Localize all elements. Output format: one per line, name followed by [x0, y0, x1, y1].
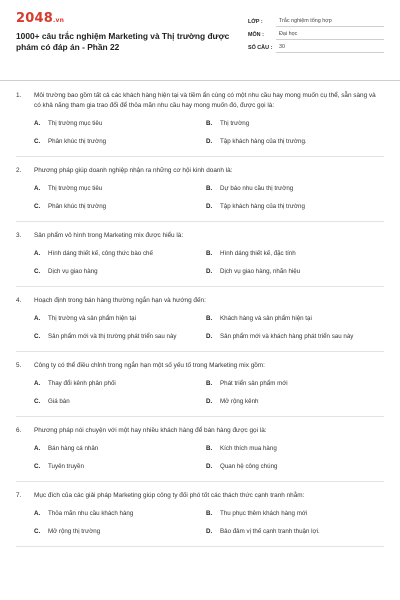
question-separator	[16, 156, 384, 157]
option-text: Sản phẩm mới và thị trường phát triển sau này	[48, 332, 177, 340]
meta-row-subject	[248, 27, 384, 40]
answer-option[interactable]	[34, 459, 206, 473]
option-letter: D.	[206, 202, 213, 210]
answer-option[interactable]	[34, 506, 206, 520]
document-title: 1000+ câu trắc nghiệm Marketing và Thị trường được phám có đáp án - Phần 22	[16, 31, 230, 52]
answer-option[interactable]	[34, 524, 206, 538]
option-text: Dự báo nhu cầu thị trường	[220, 184, 294, 192]
question-text: Phương pháp giúp doanh nghiệp nhận ra những cơ hội kinh doanh là:	[34, 167, 233, 174]
option-text: Hình dáng thiết kế, đặc tính	[220, 249, 296, 257]
question-separator	[16, 481, 384, 482]
option-text: Thị trường mục tiêu	[48, 184, 103, 192]
question-line	[16, 426, 384, 436]
option-letter: A.	[34, 184, 41, 192]
option-letter: B.	[206, 379, 213, 387]
question-number: 1.	[16, 92, 22, 99]
option-letter: B.	[206, 314, 213, 322]
logo-tld: .vn	[52, 17, 65, 24]
option-text: Thị trường mục tiêu	[48, 119, 103, 127]
option-text: Quan hệ công chúng	[220, 462, 278, 470]
option-text: Tập khách hàng của thị trường	[220, 202, 305, 210]
question-line	[16, 296, 384, 306]
answer-option[interactable]	[206, 394, 384, 408]
option-text: Thị trường và sản phẩm hiện tại	[48, 314, 136, 322]
answer-option[interactable]	[206, 329, 384, 343]
answer-option[interactable]	[34, 394, 206, 408]
option-letter: A.	[34, 249, 41, 257]
option-letter: D.	[206, 332, 213, 340]
answer-option[interactable]	[34, 264, 206, 278]
answer-option[interactable]	[206, 264, 384, 278]
option-text: Hình dáng thiết kế, công thức bào chế	[48, 249, 153, 257]
option-text: Thay đổi kênh phân phối	[48, 379, 116, 387]
answer-option[interactable]	[206, 524, 384, 538]
answer-option[interactable]	[206, 116, 384, 130]
option-letter: A.	[34, 119, 41, 127]
option-text: Bán hàng cá nhân	[48, 444, 99, 452]
answer-option[interactable]	[206, 459, 384, 473]
answer-options	[16, 246, 384, 278]
answer-options	[16, 181, 384, 213]
option-letter: C.	[34, 332, 41, 340]
option-text: Thị trường	[220, 119, 250, 127]
answer-option[interactable]	[34, 116, 206, 130]
question-number: 5.	[16, 362, 22, 369]
question-item	[16, 91, 384, 157]
question-item	[16, 491, 384, 547]
option-text: Tuyên truyền	[48, 462, 84, 470]
meta-key: SỐ CÂU :	[248, 45, 273, 51]
question-number: 3.	[16, 232, 22, 239]
option-text: Giá bán	[48, 397, 70, 405]
question-item	[16, 426, 384, 482]
option-letter: B.	[206, 249, 213, 257]
option-letter: D.	[206, 462, 213, 470]
answer-option[interactable]	[34, 441, 206, 455]
option-letter: B.	[206, 509, 213, 517]
answer-options	[16, 441, 384, 473]
option-letter: A.	[34, 509, 41, 517]
question-line	[16, 491, 384, 501]
option-text: Phát triển sản phẩm mới	[220, 379, 288, 387]
option-letter: C.	[34, 137, 41, 145]
question-line	[16, 361, 384, 371]
question-item	[16, 361, 384, 417]
answer-option[interactable]	[206, 506, 384, 520]
answer-option[interactable]	[34, 311, 206, 325]
question-item	[16, 166, 384, 222]
page-header	[16, 12, 384, 70]
option-letter: C.	[34, 202, 41, 210]
option-text: Thu phục thêm khách hàng mới	[220, 509, 308, 517]
meta-key: LỚP :	[248, 19, 263, 25]
question-separator	[16, 286, 384, 287]
option-text: Phân khúc thị trường	[48, 202, 107, 210]
option-letter: D.	[206, 137, 213, 145]
option-text: Bảo đảm vị thế cạnh tranh thuận lợi.	[220, 527, 320, 535]
logo-main: 2048	[16, 11, 53, 26]
question-number: 6.	[16, 427, 22, 434]
header-divider	[0, 80, 400, 81]
option-text: Sản phẩm mới và khách hàng phát triển sau này	[220, 332, 354, 340]
meta-key: MÔN :	[248, 32, 264, 38]
option-letter: C.	[34, 527, 41, 535]
question-separator	[16, 351, 384, 352]
question-text: Phương pháp nói chuyện với một hay nhiều khách hàng để bán hàng được gọi là:	[34, 427, 267, 434]
answer-option[interactable]	[206, 181, 384, 195]
option-letter: D.	[206, 267, 213, 275]
answer-option[interactable]	[206, 199, 384, 213]
meta-value: Đại học	[276, 31, 384, 40]
question-line	[16, 166, 384, 176]
question-line	[16, 91, 384, 111]
document-meta	[248, 14, 384, 53]
answer-option[interactable]	[34, 376, 206, 390]
answer-option[interactable]	[34, 134, 206, 148]
option-text: Thỏa mãn nhu cầu khách hàng	[48, 509, 134, 517]
answer-options	[16, 311, 384, 343]
option-text: Mở rộng thị trường	[48, 527, 101, 535]
question-number: 2.	[16, 167, 22, 174]
meta-row-class	[248, 14, 384, 27]
option-text: Kích thích mua hàng	[220, 444, 277, 452]
question-text: Hoạch định trong bán hàng thường ngắn hạn và hướng đến:	[34, 297, 206, 304]
answer-option[interactable]	[206, 376, 384, 390]
answer-options	[16, 376, 384, 408]
option-text: Phân khúc thị trường	[48, 137, 107, 145]
option-letter: A.	[34, 314, 41, 322]
option-letter: C.	[34, 397, 41, 405]
option-letter: B.	[206, 119, 213, 127]
answer-option[interactable]	[34, 246, 206, 260]
option-text: Dịch vụ giao hàng, nhãn hiệu	[220, 267, 301, 275]
option-letter: C.	[34, 267, 41, 275]
question-item	[16, 231, 384, 287]
option-text: Tập khách hàng của thị trường.	[220, 137, 307, 145]
option-text: Khách hàng và sản phẩm hiện tại	[220, 314, 312, 322]
option-letter: A.	[34, 444, 41, 452]
question-separator	[16, 546, 384, 547]
answer-option[interactable]	[206, 246, 384, 260]
question-text: Mục đích của các giải pháp Marketing giúp công ty đối phó tốt các thách thức cạnh tranh nhằm:	[34, 492, 305, 499]
question-number: 7.	[16, 492, 22, 499]
answer-options	[16, 116, 384, 148]
brand-block	[16, 12, 236, 53]
question-number: 4.	[16, 297, 22, 304]
option-text: Mở rộng kênh	[220, 397, 259, 405]
answer-option[interactable]	[206, 441, 384, 455]
meta-row-count	[248, 40, 384, 53]
question-text: Công ty có thể điều chỉnh trong ngắn hạn một số yếu tố trong Marketing mix gồm:	[34, 362, 265, 369]
meta-value: Trắc nghiệm tổng hợp	[276, 18, 384, 27]
answer-option[interactable]	[34, 329, 206, 343]
question-item	[16, 296, 384, 352]
answer-option[interactable]	[206, 311, 384, 325]
meta-value: 30	[276, 44, 384, 53]
question-text: Môi trường bao gồm tất cả các khách hàng hiện tại và tiềm ẩn cùng có một nhu cầu hay mong muốn cụ thể, sẵn sàng và có khả năng tham gia trao đổi để thỏa mãn nhu cầu hay mong muốn đó, được gọi là:	[34, 92, 376, 109]
option-text: Dịch vụ giao hàng	[48, 267, 98, 275]
answer-option[interactable]	[206, 134, 384, 148]
option-letter: B.	[206, 184, 213, 192]
answer-option[interactable]	[34, 181, 206, 195]
answer-options	[16, 506, 384, 538]
question-separator	[16, 221, 384, 222]
site-logo[interactable]	[16, 12, 236, 28]
option-letter: D.	[206, 397, 213, 405]
question-list	[16, 91, 384, 547]
option-letter: A.	[34, 379, 41, 387]
question-separator	[16, 416, 384, 417]
option-letter: C.	[34, 462, 41, 470]
question-line	[16, 231, 384, 241]
answer-option[interactable]	[34, 199, 206, 213]
option-letter: B.	[206, 444, 213, 452]
question-text: Sản phẩm vô hình trong Marketing mix được hiểu là:	[34, 232, 184, 239]
option-letter: D.	[206, 527, 213, 535]
